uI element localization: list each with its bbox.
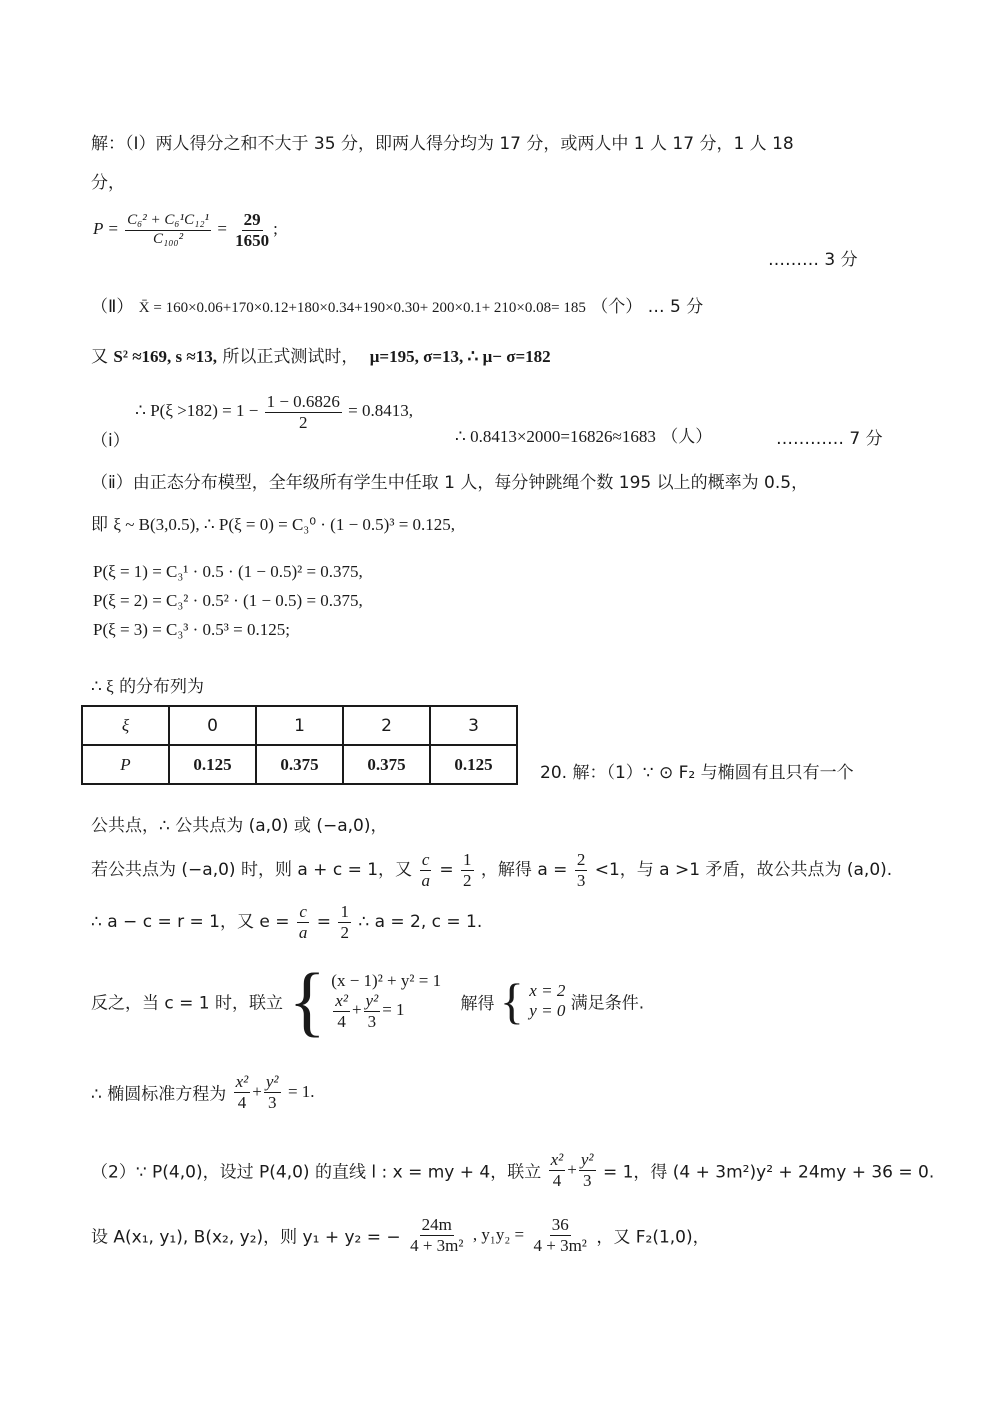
frac-den: a	[421, 870, 430, 890]
fraction-one-half	[461, 850, 474, 890]
frac-num: 1	[340, 902, 349, 921]
mean-formula: X̄ = 160×0.06+170×0.12+180×0.34+190×0.30+ 200×0.1+ 210×0.08= 185	[138, 300, 586, 316]
q20-intro: 20. 解：（1）∵ ⊙ F₂ 与椭圆有且只有一个	[540, 763, 854, 783]
prob-numerator: 1 − 0.6826	[266, 392, 340, 411]
binomial-p1: P(ξ = 1) = C₃¹ · 0.5 · (1 − 0.5)² = 0.375,	[93, 562, 363, 581]
part1-score: ……… 3 分	[768, 250, 858, 270]
part-ii-line2	[91, 510, 455, 535]
table-cell: 1	[256, 706, 343, 745]
frac-den: 4	[237, 1092, 247, 1112]
part1-formula: P = $\frac{\text{C₆² + C₆¹C₁₂¹}}{\text{C₁₀₀²}}$ = $\frac{29}{1650}$ ;	[93, 210, 278, 250]
frac-num: 36	[551, 1215, 569, 1234]
prob-result: = 0.8413,	[348, 400, 414, 420]
part1-line2: 分，	[91, 173, 125, 193]
binomial-p2: P(ξ = 2) = C₃² · 0.5² · (1 − 0.5) = 0.375,	[93, 591, 363, 610]
q20-part2-line1: （2）∵ P(4,0)，设过 P(4,0) 的直线 l : x = my + 4，联立 $\frac{\text{x²}}{4}$ + $\frac{\text{y²}}{3}$ = 1，得 (4 + 3m²)y² + 24my + 36 = 0.	[91, 1150, 935, 1190]
result-denominator: 1650	[235, 230, 270, 250]
q20-line3-text: ，解得 a =	[480, 860, 568, 881]
part-i-line	[91, 392, 414, 451]
dist-intro-text: 的分布列为	[119, 677, 205, 697]
system-eq-2: $\frac{\text{x²}}{4}$ + $\frac{\text{y²}}{3}$ = 1	[335, 990, 405, 1031]
distribution-table	[81, 705, 518, 785]
q20-line4-text: ∴ a = 2, c = 1.	[358, 912, 483, 933]
frac-den: 3	[582, 1170, 592, 1190]
q20-part2-text: = 1，得 (4 + 3m²)y² + 24my + 36 = 0.	[602, 1162, 935, 1183]
left-brace-icon: {	[288, 957, 326, 1044]
frac-num: c	[299, 902, 307, 921]
q20-line3-text: 若公共点为 (−a,0) 时，则 a + c = 1，又	[91, 860, 413, 881]
prob-formula	[135, 392, 414, 432]
q20-part2-text: 设 A(x₁, y₁), B(x₂, y₂)，则 y₁ + y₂ = −	[91, 1227, 401, 1248]
frac-num: y²	[580, 1150, 594, 1169]
normal-params: μ=195, σ=13, ∴ μ− σ=182	[369, 347, 551, 366]
binomial-p3: P(ξ = 3) = C₃³ · 0.5³ = 0.125;	[93, 620, 290, 639]
table-cell: 2	[343, 706, 430, 745]
table-cell: 3	[430, 706, 517, 745]
count-formula: ∴ 0.8413×2000=16826≈1683	[455, 427, 656, 446]
frac-num: 24m	[421, 1215, 452, 1234]
rhs: = 1	[382, 999, 405, 1019]
frac-den: 2	[340, 922, 349, 942]
part-i-score: ………… 7 分	[776, 429, 883, 449]
table-cell: P	[82, 745, 169, 784]
fraction-one-half	[338, 902, 351, 942]
dist-intro	[91, 672, 204, 697]
equals-sign: =	[439, 860, 454, 881]
table-cell: 0.125	[430, 745, 517, 784]
frac-den: 4 + 3m²	[410, 1235, 464, 1255]
variance-values: S² ≈169, s ≈13,	[113, 347, 217, 366]
frac-num: 1	[463, 850, 472, 869]
q20-part2-line2	[91, 1215, 710, 1255]
equals-sign: =	[217, 218, 227, 238]
prob-denominator: 2	[299, 412, 308, 432]
equation-system-2	[529, 981, 565, 1021]
part2-label: （Ⅱ）	[91, 297, 134, 317]
q20-line2: 公共点，∴ 公共点为 (a,0) 或 (−a,0)，	[91, 816, 388, 836]
table-header-row	[82, 706, 517, 745]
part-ii-prefix: 即	[91, 515, 108, 535]
q20-part2-text: （2）∵ P(4,0)，设过 P(4,0) 的直线 l : x = my + 4，联立	[91, 1162, 542, 1183]
frac-den: 3	[267, 1092, 277, 1112]
frac-den: 4 + 3m²	[533, 1235, 587, 1255]
count-unit: （人）	[661, 427, 713, 447]
part-i-label: （ⅰ）	[91, 430, 130, 451]
table-cell: ξ	[82, 706, 169, 745]
solution-y: y = 0	[529, 1001, 566, 1020]
table-cell: 0.125	[169, 745, 256, 784]
q20-line5-text: 满足条件.	[570, 993, 645, 1014]
part2-line	[91, 292, 703, 317]
frac-den: 4	[337, 1011, 346, 1031]
prob-fraction	[265, 392, 342, 432]
fraction-two-thirds	[575, 850, 588, 890]
q20-part2-text: ，又 F₂(1,0)，	[596, 1227, 710, 1248]
q20-line5	[91, 957, 645, 1044]
dist-intro-symbol: ∴ ξ	[91, 677, 114, 696]
solution-x: x = 2	[529, 981, 566, 1000]
formula-denominator: C₁₀₀²	[152, 230, 184, 247]
part2-score: … 5 分	[647, 297, 704, 317]
q20-line4	[91, 902, 482, 942]
result-numerator: 29	[243, 210, 261, 229]
frac-den: 4	[552, 1170, 562, 1190]
q20-line6-text: = 1.	[287, 1082, 315, 1102]
count-line	[455, 422, 712, 447]
variance-prefix: 又	[91, 347, 108, 367]
frac-num: y²	[265, 1072, 279, 1091]
equals-sign: =	[316, 912, 332, 933]
formula-fraction	[125, 212, 211, 248]
part1-line1: 解：（Ⅰ）两人得分之和不大于 35 分，即两人得分均为 17 分，或两人中 1 人 17 分，1 人 18	[91, 134, 794, 154]
frac-num: x²	[235, 1072, 249, 1091]
binomial-p0: ξ ~ B(3,0.5), ∴ P(ξ = 0) = C₃⁰ · (1 − 0.5)³ = 0.125,	[113, 515, 456, 534]
formula-lhs: P =	[93, 218, 119, 238]
q20-part2-text: , y₁y₂ =	[472, 1225, 525, 1245]
variance-line	[91, 342, 551, 367]
frac-den: 2	[463, 870, 472, 890]
q20-line3	[91, 850, 892, 890]
q20-line5-text: 反之，当 c = 1 时，联立	[91, 993, 284, 1014]
q20-line6: ∴ 椭圆标准方程为 $\frac{\text{x²}}{4}$ + $\frac{\text{y²}}{3}$ = 1.	[91, 1072, 315, 1112]
table-row	[82, 745, 517, 784]
variance-text: 所以正式测试时，	[222, 347, 359, 367]
q20-line3-text: <1，与 a >1 矛盾，故公共点为 (a,0).	[594, 860, 893, 881]
frac-den: 3	[367, 1011, 377, 1031]
mean-unit: （个）	[591, 297, 643, 317]
frac-den: a	[298, 922, 308, 942]
part-ii-line1: （ⅱ）由正态分布模型，全年级所有学生中任取 1 人，每分钟跳绳个数 195 以上的概率为 0.5，	[91, 473, 809, 493]
frac-num: x²	[335, 990, 348, 1010]
result-fraction	[233, 210, 271, 250]
table-cell: 0	[169, 706, 256, 745]
frac-num: y²	[365, 990, 379, 1010]
frac-den: 3	[576, 870, 586, 890]
equation-system-1	[331, 971, 441, 1031]
q20-line4-text: ∴ a − c = r = 1，又 e =	[91, 912, 290, 933]
q20-line6-text: ∴ 椭圆标准方程为	[91, 1084, 227, 1105]
frac-num: x²	[550, 1150, 564, 1169]
frac-num: c	[421, 850, 430, 869]
table-cell: 0.375	[343, 745, 430, 784]
fraction-c-over-a	[297, 902, 310, 942]
table-cell: 0.375	[256, 745, 343, 784]
left-brace-icon: {	[499, 973, 524, 1029]
formula-numerator: C₆² + C₆¹C₁₂¹	[125, 212, 211, 230]
fraction-c-over-a	[419, 850, 432, 890]
prob-prefix: ∴ P(ξ >182) = 1 −	[135, 400, 259, 420]
system-eq-1: (x − 1)² + y² = 1	[331, 970, 442, 990]
frac-num: 2	[576, 850, 586, 869]
q20-line5-text: 解得	[460, 993, 495, 1014]
